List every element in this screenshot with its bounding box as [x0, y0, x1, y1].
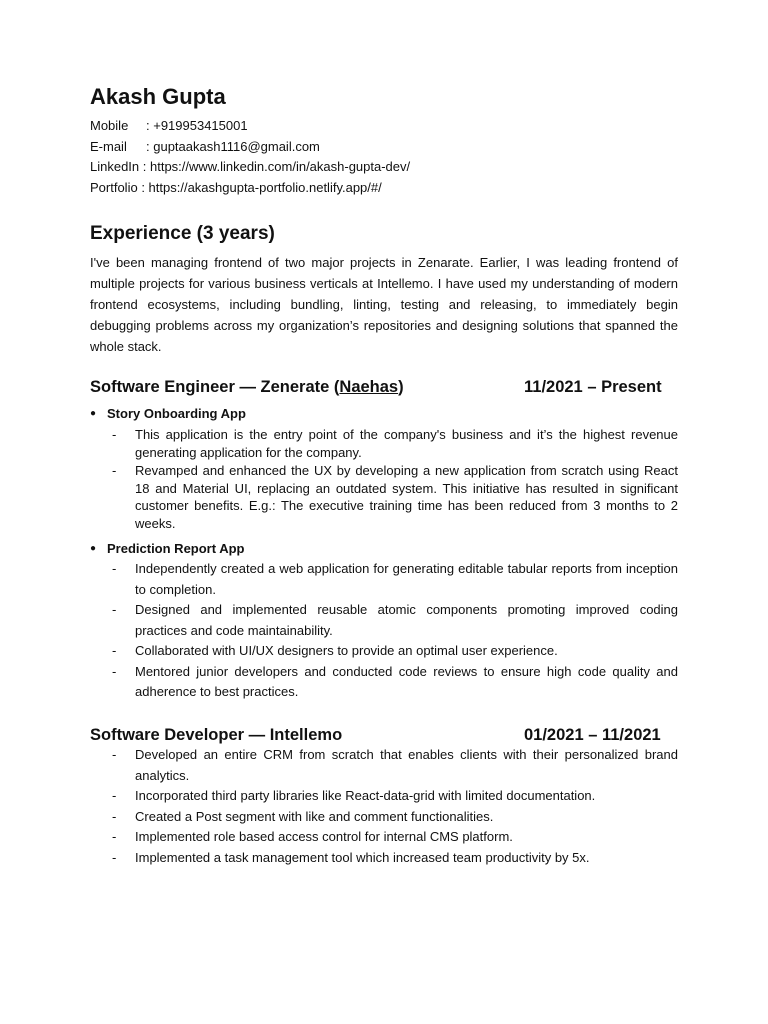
project-bullets — [90, 426, 678, 532]
job-dates: 01/2021 – 11/2021 — [524, 726, 661, 744]
contact-mobile — [90, 116, 678, 137]
contact-email — [90, 137, 678, 158]
dash-icon: - — [112, 602, 117, 617]
bullet-icon: ● — [90, 408, 97, 419]
dash-icon: - — [112, 463, 117, 478]
job-bullets — [90, 745, 678, 868]
job-header-zenerate — [90, 377, 678, 397]
list-item: - Developed an entire CRM from scratch that enables clients with their personalized brand analytics. — [112, 747, 678, 783]
contact-label: LinkedIn — [90, 159, 140, 174]
job-header-intellemo — [90, 725, 678, 745]
contact-label: Mobile — [90, 118, 129, 133]
contact-linkedin — [90, 157, 678, 178]
dash-icon: - — [112, 561, 117, 576]
dash-icon: - — [112, 663, 117, 679]
email-value[interactable]: guptaakash1116@gmail.com — [153, 138, 320, 154]
list-item: - Created a Post segment with like and comment functionalities. — [90, 807, 678, 828]
contact-separator: : — [137, 179, 149, 195]
dash-icon: - — [112, 808, 117, 824]
list-item: - Implemented a task management tool which increased team productivity by 5x. — [90, 848, 678, 869]
dash-icon: - — [112, 427, 117, 442]
list-item: - Incorporated third party libraries like React-data-grid with limited documentation. — [90, 786, 678, 807]
intellemo-bullets — [90, 745, 678, 868]
dash-icon: - — [112, 643, 117, 658]
list-item: - Designed and implemented reusable atomic components promoting improved coding practices and code maintainability. — [112, 602, 678, 638]
list-item: - Implemented role based access control for internal CMS platform. — [90, 827, 678, 848]
list-item: - Mentored junior developers and conducted code reviews to ensure high code quality and adherence to best practices. — [112, 663, 678, 699]
experience-summary: I've been managing frontend of two major projects in Zenarate. Earlier, I was leading frontend of multiple projects for various business verticals at Intellemo. I have used my understanding of modern frontend ecosystems, including bundling, linting, testing and releasing, to immediately begin debugging problems across my organization’s repositories and designing solutions that spanned the whole stack. — [90, 255, 678, 354]
job-dates: 11/2021 – Present — [524, 378, 662, 396]
list-item: - Independently created a web application for generating editable tabular reports from inception to completion. — [112, 561, 678, 597]
project-story-onboarding — [90, 404, 678, 532]
dash-icon: - — [112, 788, 117, 803]
dash-icon: - — [112, 849, 117, 865]
project-bullets — [90, 559, 678, 703]
resume-page — [90, 84, 678, 865]
project-title: ● Prediction Report App — [90, 539, 678, 559]
job-title: Software Engineer — Zenerate (Naehas) — [90, 378, 404, 396]
contact-block — [90, 116, 678, 198]
contact-portfolio — [90, 178, 678, 199]
dash-icon: - — [112, 747, 117, 762]
project-title: ● Story Onboarding App — [90, 404, 678, 424]
project-prediction-report — [90, 539, 678, 703]
dash-icon: - — [112, 829, 117, 844]
contact-label: E-mail — [90, 138, 127, 154]
linkedin-link[interactable]: https://www.linkedin.com/in/akash-gupta-dev/ — [150, 159, 411, 174]
contact-separator: : — [146, 118, 154, 133]
list-item: - This application is the entry point of the company's business and it’s the highest revenue generating application for the company. — [112, 427, 678, 460]
experience-heading: Experience (3 years) — [90, 223, 275, 244]
candidate-name: Akash Gupta — [90, 84, 226, 109]
contact-separator: : — [139, 159, 150, 174]
list-item: - Collaborated with UI/UX designers to provide an optimal user experience. — [90, 641, 678, 662]
portfolio-link[interactable]: https://akashgupta-portfolio.netlify.app/#/ — [148, 179, 382, 195]
job-title: Software Developer — Intellemo — [90, 726, 343, 744]
contact-separator: : — [146, 138, 154, 154]
mobile-value: +919953415001 — [153, 118, 248, 133]
bullet-icon: ● — [90, 543, 97, 554]
list-item: - Revamped and enhanced the UX by developing a new application from scratch using React 18 and Material UI, replacing an outdated system. This initiative has resulted in significant customer benefits. E.g.: The executive training time has been reduced from 3 months to 2 weeks. — [112, 463, 678, 531]
naehas-link[interactable]: Naehas — [339, 378, 399, 396]
contact-label: Portfolio — [90, 179, 138, 195]
